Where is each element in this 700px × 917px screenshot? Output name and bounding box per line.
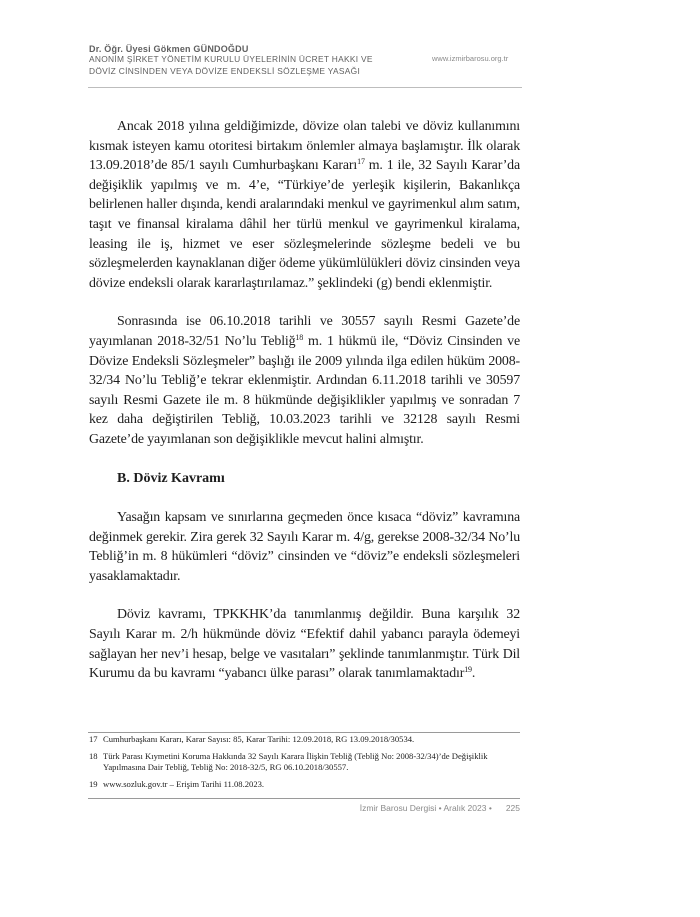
article-body: [89, 117, 520, 703]
footnote-number: 19: [89, 779, 98, 789]
footnote-17: [89, 734, 520, 745]
page-number: 225: [505, 803, 520, 813]
paragraph-2-text-b: m. 1 hükmü ile, “Döviz Cinsinden ve Dövize Endeksli Sözleşmeler” başlığı ile 2009 yılında ilga edilen hüküm 2008-32/34 No’lu Tebliğ’e tekrar eklenmiştir. Ardından 6.11.2018 tarihli ve 30597 sayılı Resmi Gazete ile m. 8 hükmünde değişiklikler yapılmış ve sonradan 7 kez daha değiştirilen Tebliğ, 10.03.2023 tarihli ve 32128 sayılı Resmi Gazete’de yayımlanan son değişiklikle mevcut halini almıştır.: [89, 333, 520, 447]
footnote-ref-17: 17: [357, 157, 365, 167]
footnote-divider: [88, 732, 520, 733]
paragraph-1-text-b: m. 1 ile, 32 Sayılı Karar’da değişiklik yapılmış ve m. 4’e, “Türkiye’de yerleşik kişilerin, Bakanlıkça belirlenen haller dışında, kendi aralarındaki menkul ve gayrimenkul alım satım, taşıt ve finansal kiralama dâhil her türlü menkul ve gayrimenkul kiralama, leasing ile iş, hizmet ve eser sözleşmelerinde sözleşme bedeli ve bu sözleşmelerden kaynaklanan diğer ödeme yükümlülükleri döviz cinsinden veya dövize endeksli olarak kararlaştırılamaz.” şeklindeki (g) bendi eklenmiştir.: [89, 158, 520, 291]
paragraph-1: [89, 117, 520, 293]
paragraph-2-text-a: Sonrasında ise 06.10.2018 tarihli ve 30557 sayılı Resmi Gazete’de yayımlanan 2018-32/51 No’lu Tebliğ: [89, 314, 520, 349]
running-footer: [330, 803, 520, 813]
footnote-ref-18: 18: [295, 332, 304, 342]
header-author: Dr. Öğr. Üyesi Gökmen GÜNDOĞDU: [89, 44, 249, 54]
footnote-text: www.sozluk.gov.tr – Erişim Tarihi 11.08.2023.: [103, 779, 265, 789]
header-divider: [88, 87, 522, 88]
footnote-number: 18: [89, 751, 98, 761]
footnote-ref-19: 19: [464, 665, 472, 675]
paragraph-2: [89, 312, 520, 449]
paragraph-4-text-a: Döviz kavramı, TPKKHK’da tanımlanmış değildir. Buna karşılık 32 Sayılı Karar m. 2/h hükmünde döviz “Efektif dahil yabancı parayla ödemeyi sağlayan her nev’i hesap, belge ve vasıtaları” şeklinde tanımlanmıştır. Türk Dil Kurumu da bu kavramı “yabancı ülke parası” olarak tanımlamaktadır: [89, 607, 520, 682]
footer-journal: İzmir Barosu Dergisi • Aralık 2023 •: [359, 803, 492, 813]
paragraph-4-text-b: .: [471, 666, 476, 682]
paragraph-3: Yasağın kapsam ve sınırlarına geçmeden önce kısaca “döviz” kavramına değinmek gerekir. Zira gerek 32 Sayılı Karar m. 4/g, gerekse 2008-32/34 No’lu Tebliğ’in m. 8 hükümleri “döviz” cinsinden ve “döviz”e endeksli sözleşmeleri yasaklamaktadır.: [89, 510, 520, 584]
paragraph-4: [89, 605, 520, 683]
header-website: www.izmirbarosu.org.tr: [432, 54, 509, 63]
footer-divider: [88, 798, 520, 799]
section-heading: B. Döviz Kavramı: [117, 470, 225, 486]
footnotes: [89, 734, 520, 796]
paragraph-1-text-a: Ancak 2018 yılına geldiğimizde, dövize olan talebi ve döviz kullanımını kısmak isteyen kamu otoritesi birtakım önlemler almaya başlamıştır. İlk olarak 13.09.2018’de 85/1 sayılı Cumhurbaşkanı Kararı: [89, 119, 520, 174]
footnote-text: Cumhurbaşkanı Kararı, Karar Sayısı: 85, Karar Tarihi: 12.09.2018, RG 13.09.2018/30534.: [103, 734, 415, 744]
footnote-18: [89, 751, 520, 773]
footnote-number: 17: [89, 734, 98, 744]
header-title-line-1: ANONİM ŞİRKET YÖNETİM KURULU ÜYELERİNİN ÜCRET HAKKI VE: [89, 54, 373, 64]
header-title-line-2: DÖVİZ CİNSİNDEN VEYA DÖVİZE ENDEKSLİ SÖZLEŞME YASAĞI: [89, 65, 361, 76]
footnote-19: [89, 779, 520, 790]
footnote-text: Türk Parası Kıymetini Koruma Hakkında 32 Sayılı Karara İlişkin Tebliğ (Tebliğ No: 2008-32/34)’de Değişiklik Yapılmasına Dair Tebliğ, Tebliğ No: 2018-32/5, RG 06.10.2018/30557.: [103, 751, 488, 772]
